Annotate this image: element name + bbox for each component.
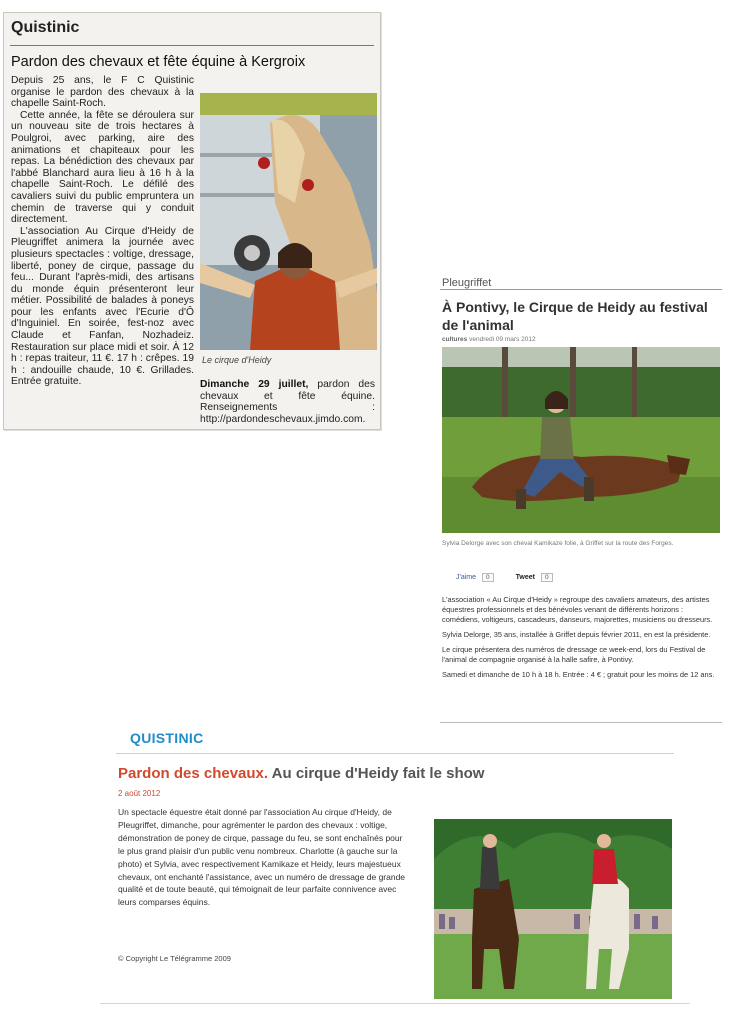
paragraph: L'association « Au Cirque d'Heidy » regroupe des cavaliers amateurs, des artistes équestres professionnels et des bénévoles venant de différents horizons : comédiens, voltigeurs, cascadeurs, danseurs, majorettes, musiciens ou dresseurs. (442, 595, 713, 624)
social-buttons (456, 573, 575, 582)
divider (440, 289, 722, 290)
tweet-count: 0 (541, 573, 553, 582)
paragraph: Cette année, la fête se déroulera sur un nouveau site de trois hectares à Poulgroi, avec parking, aire des animations et chapiteaux pour les repas. La bénédiction des chevaux par l'abbé Blanchard aura lieu à 16 h à la chapelle Saint-Roch. Le défilé des cavaliers suivi du public empruntera un chemin de traverse qui y conduit directement. (11, 109, 194, 226)
meta-date: vendredi 09 mars 2012 (469, 336, 536, 343)
article-date: 2 août 2012 (118, 789, 161, 798)
clipping-pleugriffet-pontivy (438, 270, 728, 730)
event-date: Dimanche 29 juillet, (200, 379, 309, 390)
section-label: Pleugriffet (442, 277, 492, 289)
copyright: © Copyright Le Télégramme 2009 (118, 954, 231, 963)
photo-caption: Le cirque d'Heidy (202, 355, 272, 365)
article-body (442, 595, 722, 685)
title-red-part: Pardon des chevaux. (118, 765, 269, 782)
divider (116, 753, 674, 754)
article-meta (442, 336, 536, 343)
event-details: pardon des chevaux et fête équine. Renseignements : http://pardondeschevaux.jimdo.com. (200, 379, 375, 425)
article-body (11, 75, 194, 388)
section-label: QUISTINIC (130, 730, 204, 746)
paragraph: Le cirque présentera des numéros de dressage ce week-end, lors du Festival de l'animal de compagnie organisé à la halle safire, à Pontivy. (442, 645, 706, 664)
event-info (200, 379, 375, 425)
paragraph: Samedi et dimanche de 10 h à 18 h. Entrée : 4 € ; gratuit pour les moins de 12 ans. (442, 670, 715, 679)
photo-rider-on-lying-horse (442, 347, 720, 533)
paragraph: L'association Au Cirque d'Heidy de Pleugriffet animera la journée avec plusieurs spectacles : voltige, dressage, liberté, poney de cirque, passage du feu... Durant l'après-midi, des artisans du monde équin présenteront leur métier. Possibilité de balades à poneys pour les enfants avec l'Ecurie d'Ô d'Inguiniel. En soirée, fest-noz avec Claude et Fanfan, Nozhadeiz. Restauration sur place midi et soir. À 12 h : repas traiteur, 11 €. 17 h : crêpes. 19 h : andouille chaude, 10 €. Grillades. Entrée gratuite. (11, 225, 194, 388)
meta-category: cultures (442, 336, 468, 343)
clipping-quistinic-show (100, 722, 710, 1007)
photo-two-riders (434, 819, 672, 999)
clipping-quistinic-pardon (3, 12, 381, 430)
like-count: 0 (482, 573, 494, 582)
like-button[interactable]: J'aime (456, 574, 477, 581)
article-title: À Pontivy, le Cirque de Heidy au festival de l'animal (442, 299, 708, 333)
article-title (118, 765, 484, 782)
photo-horse-and-rider (200, 93, 377, 350)
article-title: Pardon des chevaux et fête équine à Kergroix (11, 54, 306, 70)
section-label: Quistinic (11, 19, 80, 36)
paragraph: Sylvia Delorge, 35 ans, installée à Griffet depuis février 2011, en est la présidente. (442, 630, 711, 639)
paragraph: Depuis 25 ans, le F C Quistinic organise le pardon des chevaux à la chapelle Saint-Roch. (11, 75, 194, 110)
photo-caption: Sylvia Delorge avec son cheval Kamikaze folie, à Griffet sur la route des Forges. (442, 540, 674, 547)
article-body: Un spectacle équestre était donné par l'association Au cirque d'Heidy, de Pleugriffet, dimanche, pour agrémenter le pardon des chevaux : voltige, démonstration de poney de cirque, passage du feu, se sont enchaînés pour le plus grand plaisir d'un public venu nombreux. Charlotte (à gauche sur la photo) et Sylvia, avec respectivement Kamikaze et Heidy, leurs majestueux chevaux, ont enchanté l'assistance, avec un numéro de dressage de grande qualité et de toute beauté, qui témoignait de leur parfaite connivence avec leurs comparses équins. (118, 807, 406, 908)
tweet-button[interactable]: Tweet (515, 574, 535, 581)
divider (100, 1003, 690, 1004)
divider (10, 45, 374, 46)
title-dark-part: Au cirque d'Heidy fait le show (268, 765, 485, 782)
